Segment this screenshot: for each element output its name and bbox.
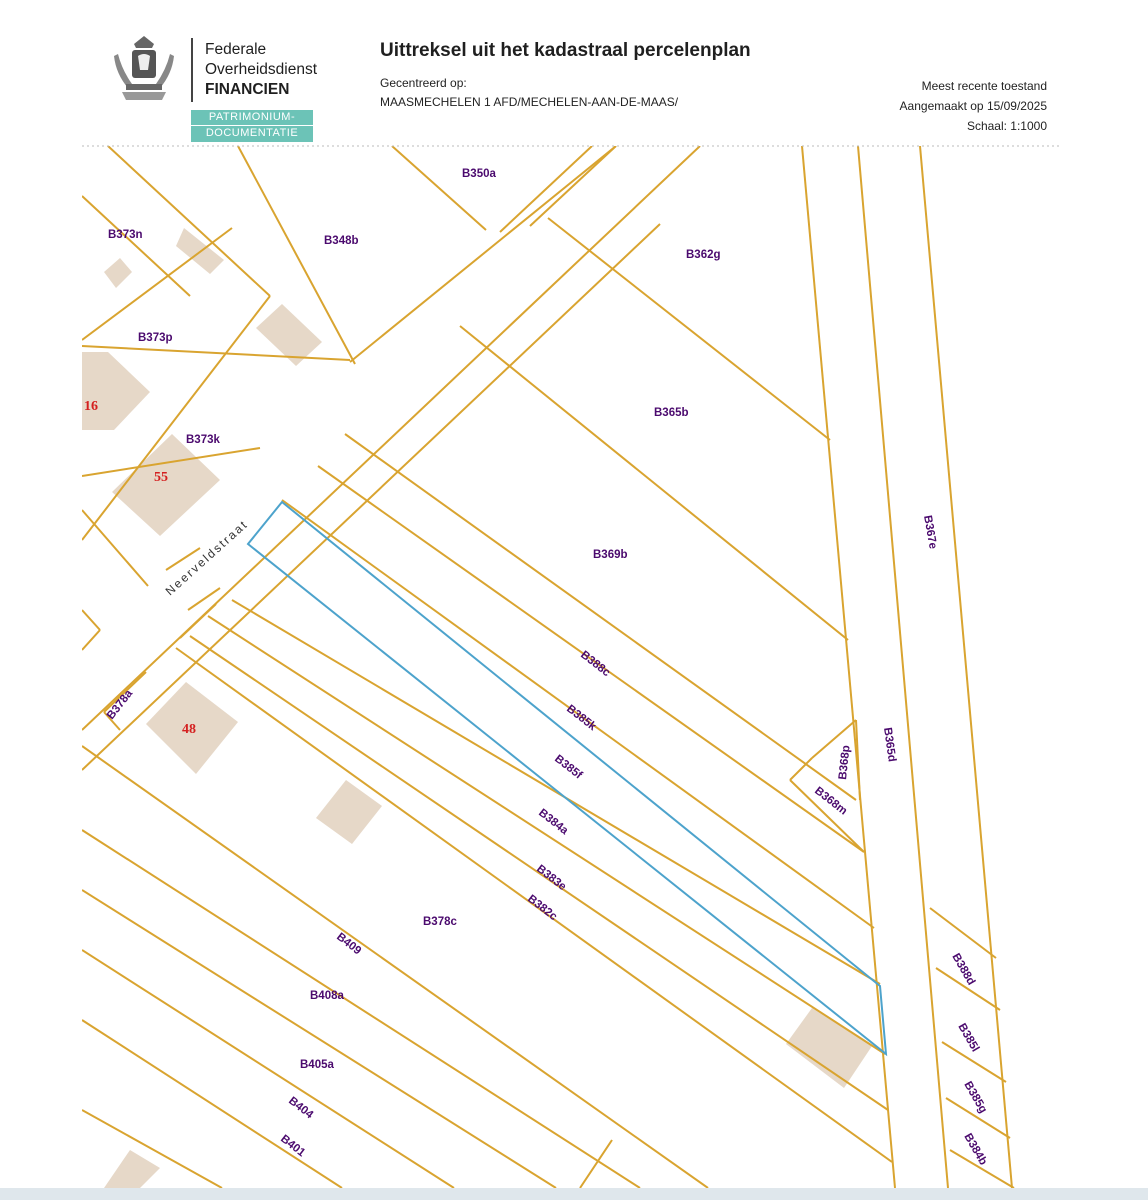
parcel-label: B385k xyxy=(564,702,599,734)
location-text: MAASMECHELEN 1 AFD/MECHELEN-AAN-DE-MAAS/ xyxy=(380,95,679,109)
department-badge: PATRIMONIUM- DOCUMENTATIE xyxy=(191,110,313,142)
organization-name: Federale Overheidsdienst FINANCIEN xyxy=(205,41,318,98)
parcel-label: B373p xyxy=(138,332,173,344)
parcel-label: B373k xyxy=(186,434,220,446)
parcel-label: B382c xyxy=(525,892,560,924)
parcel-label: B401 xyxy=(278,1132,308,1160)
parcel-label: B384a xyxy=(536,806,571,838)
parcel-label: B409 xyxy=(334,930,364,958)
scale-text: Schaal: 1:1000 xyxy=(966,119,1047,133)
street-label: Neerveldstraat xyxy=(162,516,251,599)
parcel-label: B385f xyxy=(552,752,585,782)
parcel-label: B368p xyxy=(837,744,853,781)
centered-on-label: Gecentreerd op: xyxy=(380,76,467,90)
parcel-label: B378c xyxy=(423,916,457,928)
parcel-label: B368m xyxy=(812,784,850,818)
parcel-label: B365b xyxy=(654,407,689,419)
house-number: 55 xyxy=(154,470,168,485)
parcel-label: B388d xyxy=(949,951,978,988)
house-number: 16 xyxy=(84,399,98,414)
house-number: 48 xyxy=(182,722,196,737)
parcel-label: B367e xyxy=(921,514,939,550)
parcel-label: B383e xyxy=(534,862,569,894)
document-title: Uittreksel uit het kadastraal percelenplan xyxy=(380,40,751,61)
buildings xyxy=(82,228,872,1188)
parcel-label: B384b xyxy=(961,1131,990,1168)
parcel-label: B404 xyxy=(286,1094,316,1122)
parcel-label: B365d xyxy=(881,726,898,763)
status-text: Meest recente toestand xyxy=(921,79,1047,93)
parcel-label: B405a xyxy=(300,1059,334,1071)
parcel-label: B350a xyxy=(462,168,496,180)
created-date: Aangemaakt op 15/09/2025 xyxy=(899,99,1047,113)
selected-parcel[interactable] xyxy=(248,502,886,1054)
parcel-label: B385g xyxy=(961,1079,990,1116)
parcel-label: B373n xyxy=(108,229,143,241)
parcel-label: B348b xyxy=(324,235,359,247)
bottom-bar xyxy=(0,1188,1148,1200)
parcel-label: B378a xyxy=(104,687,136,722)
parcel-label: B385l xyxy=(955,1021,982,1055)
parcel-boundaries xyxy=(82,146,1014,1188)
parcel-label: B369b xyxy=(593,549,628,561)
parcel-label: B388c xyxy=(578,648,613,680)
parcel-label: B408a xyxy=(310,990,344,1002)
parcel-label: B362g xyxy=(686,249,721,261)
